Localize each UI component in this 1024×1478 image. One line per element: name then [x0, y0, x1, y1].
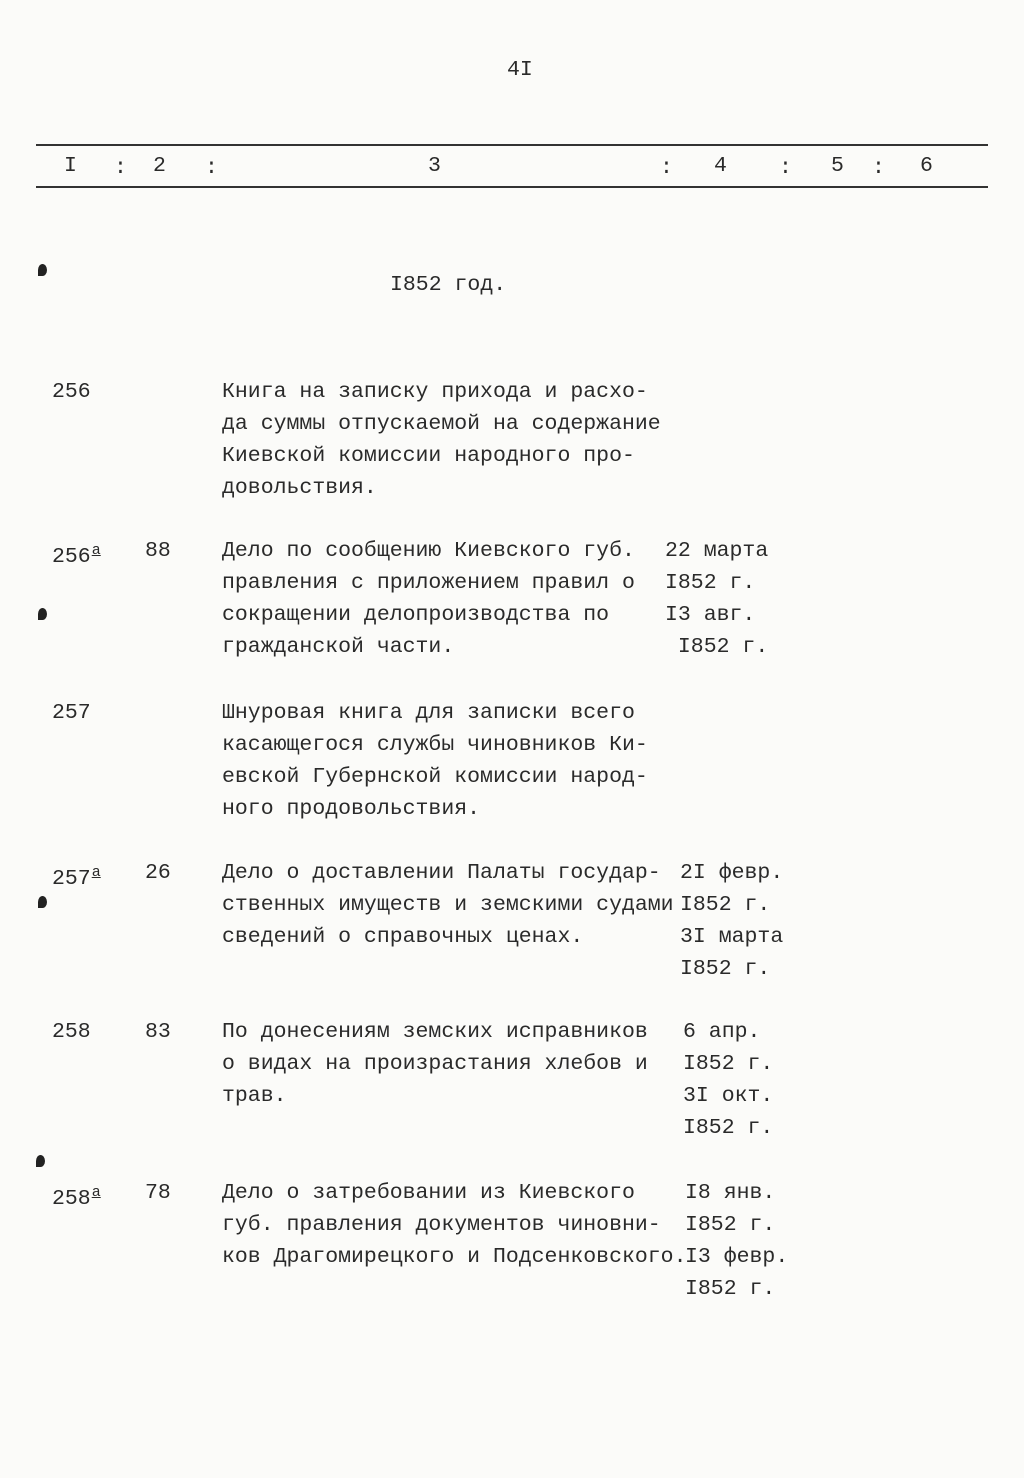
- column-separator: :: [660, 156, 673, 180]
- entry-number: [52, 701, 91, 725]
- entry-date-line: I852 г.: [680, 893, 771, 917]
- column-header: I: [64, 154, 77, 178]
- entry-date-line: 3I окт.: [683, 1084, 774, 1108]
- entry-number: [52, 539, 101, 569]
- entry-date-line: I852 г.: [683, 1052, 774, 1076]
- entry-number-suffix: а: [91, 864, 101, 881]
- entry-number-value: 256: [52, 545, 91, 569]
- entry-number-suffix: а: [91, 542, 101, 559]
- entry-date-line: 6 апр.: [683, 1020, 761, 1044]
- entry-title-line: Дело о затребовании из Киевского: [222, 1181, 635, 1205]
- entry-number: [52, 861, 101, 891]
- entry-date-line: I852 г.: [683, 1116, 774, 1140]
- entry-date-line: I852 г.: [685, 1277, 776, 1301]
- entry-title-line: По донесениям земских исправников: [222, 1020, 648, 1044]
- entry-title-line: правления с приложением правил о: [222, 571, 635, 595]
- year-heading: I852 год.: [390, 273, 507, 297]
- entry-number: [52, 1181, 101, 1211]
- entry-date-line: I3 авг.: [665, 603, 756, 627]
- entry-title-line: Киевской комиссии народного про-: [222, 444, 635, 468]
- column-header: 6: [920, 154, 933, 178]
- entry-date-line: I852 г.: [665, 571, 756, 595]
- entry-title-line: Дело о доставлении Палаты государ-: [222, 861, 661, 885]
- page-number: 4I: [507, 58, 533, 82]
- case-count: 88: [145, 539, 171, 563]
- case-count: 26: [145, 861, 171, 885]
- entry-number-value: 258: [52, 1187, 91, 1211]
- punch-hole-mark: [38, 608, 47, 620]
- entry-title-line: трав.: [222, 1084, 287, 1108]
- entry-title-line: довольствия.: [222, 476, 377, 500]
- header-bottom-rule: [36, 186, 988, 188]
- entry-number-value: 256: [52, 380, 91, 404]
- entry-title-line: ного продовольствия.: [222, 797, 481, 821]
- entry-number: [52, 1020, 91, 1044]
- punch-hole-mark: [36, 1155, 45, 1167]
- entry-title-line: ственных имуществ и земскими судами: [222, 893, 674, 917]
- entry-date-line: I3 февр.: [685, 1245, 789, 1269]
- column-header: 3: [428, 154, 441, 178]
- entry-date-line: I852 г.: [665, 635, 769, 659]
- entry-title-line: касающегося службы чиновников Ки-: [222, 733, 648, 757]
- entry-date-line: I852 г.: [680, 957, 771, 981]
- entry-number-value: 257: [52, 701, 91, 725]
- entry-number: [52, 380, 91, 404]
- entry-title-line: губ. правления документов чиновни-: [222, 1213, 661, 1237]
- column-header: 4: [714, 154, 727, 178]
- entry-date-line: I8 янв.: [685, 1181, 776, 1205]
- entry-date-line: 2I февр.: [680, 861, 784, 885]
- column-header: 5: [831, 154, 844, 178]
- entry-number-value: 257: [52, 867, 91, 891]
- entry-number-suffix: а: [91, 1184, 101, 1201]
- column-separator: :: [114, 156, 127, 180]
- entry-title-line: сведений о справочных ценах.: [222, 925, 584, 949]
- punch-hole-mark: [38, 264, 47, 276]
- column-separator: :: [205, 156, 218, 180]
- entry-title-line: да суммы отпускаемой на содержание: [222, 412, 661, 436]
- entry-title-line: ков Драгомирецкого и Подсенковского.: [222, 1245, 687, 1269]
- entry-date-line: 3I марта: [680, 925, 784, 949]
- entry-title-line: Дело по сообщению Киевского губ.: [222, 539, 635, 563]
- column-header: 2: [153, 154, 166, 178]
- entry-title-line: евской Губернской комиссии народ-: [222, 765, 648, 789]
- column-separator: :: [872, 156, 885, 180]
- entry-title-line: сокращении делопроизводства по: [222, 603, 610, 627]
- entry-title-line: Книга на записку прихода и расхо-: [222, 380, 648, 404]
- column-separator: :: [779, 156, 792, 180]
- case-count: 78: [145, 1181, 171, 1205]
- entry-number-value: 258: [52, 1020, 91, 1044]
- entry-title-line: о видах на произрастания хлебов и: [222, 1052, 648, 1076]
- punch-hole-mark: [38, 896, 47, 908]
- entry-title-line: гражданской части.: [222, 635, 455, 659]
- case-count: 83: [145, 1020, 171, 1044]
- entry-date-line: 22 марта: [665, 539, 769, 563]
- entry-date-line: I852 г.: [685, 1213, 776, 1237]
- entry-title-line: Шнуровая книга для записки всего: [222, 701, 635, 725]
- header-top-rule: [36, 144, 988, 146]
